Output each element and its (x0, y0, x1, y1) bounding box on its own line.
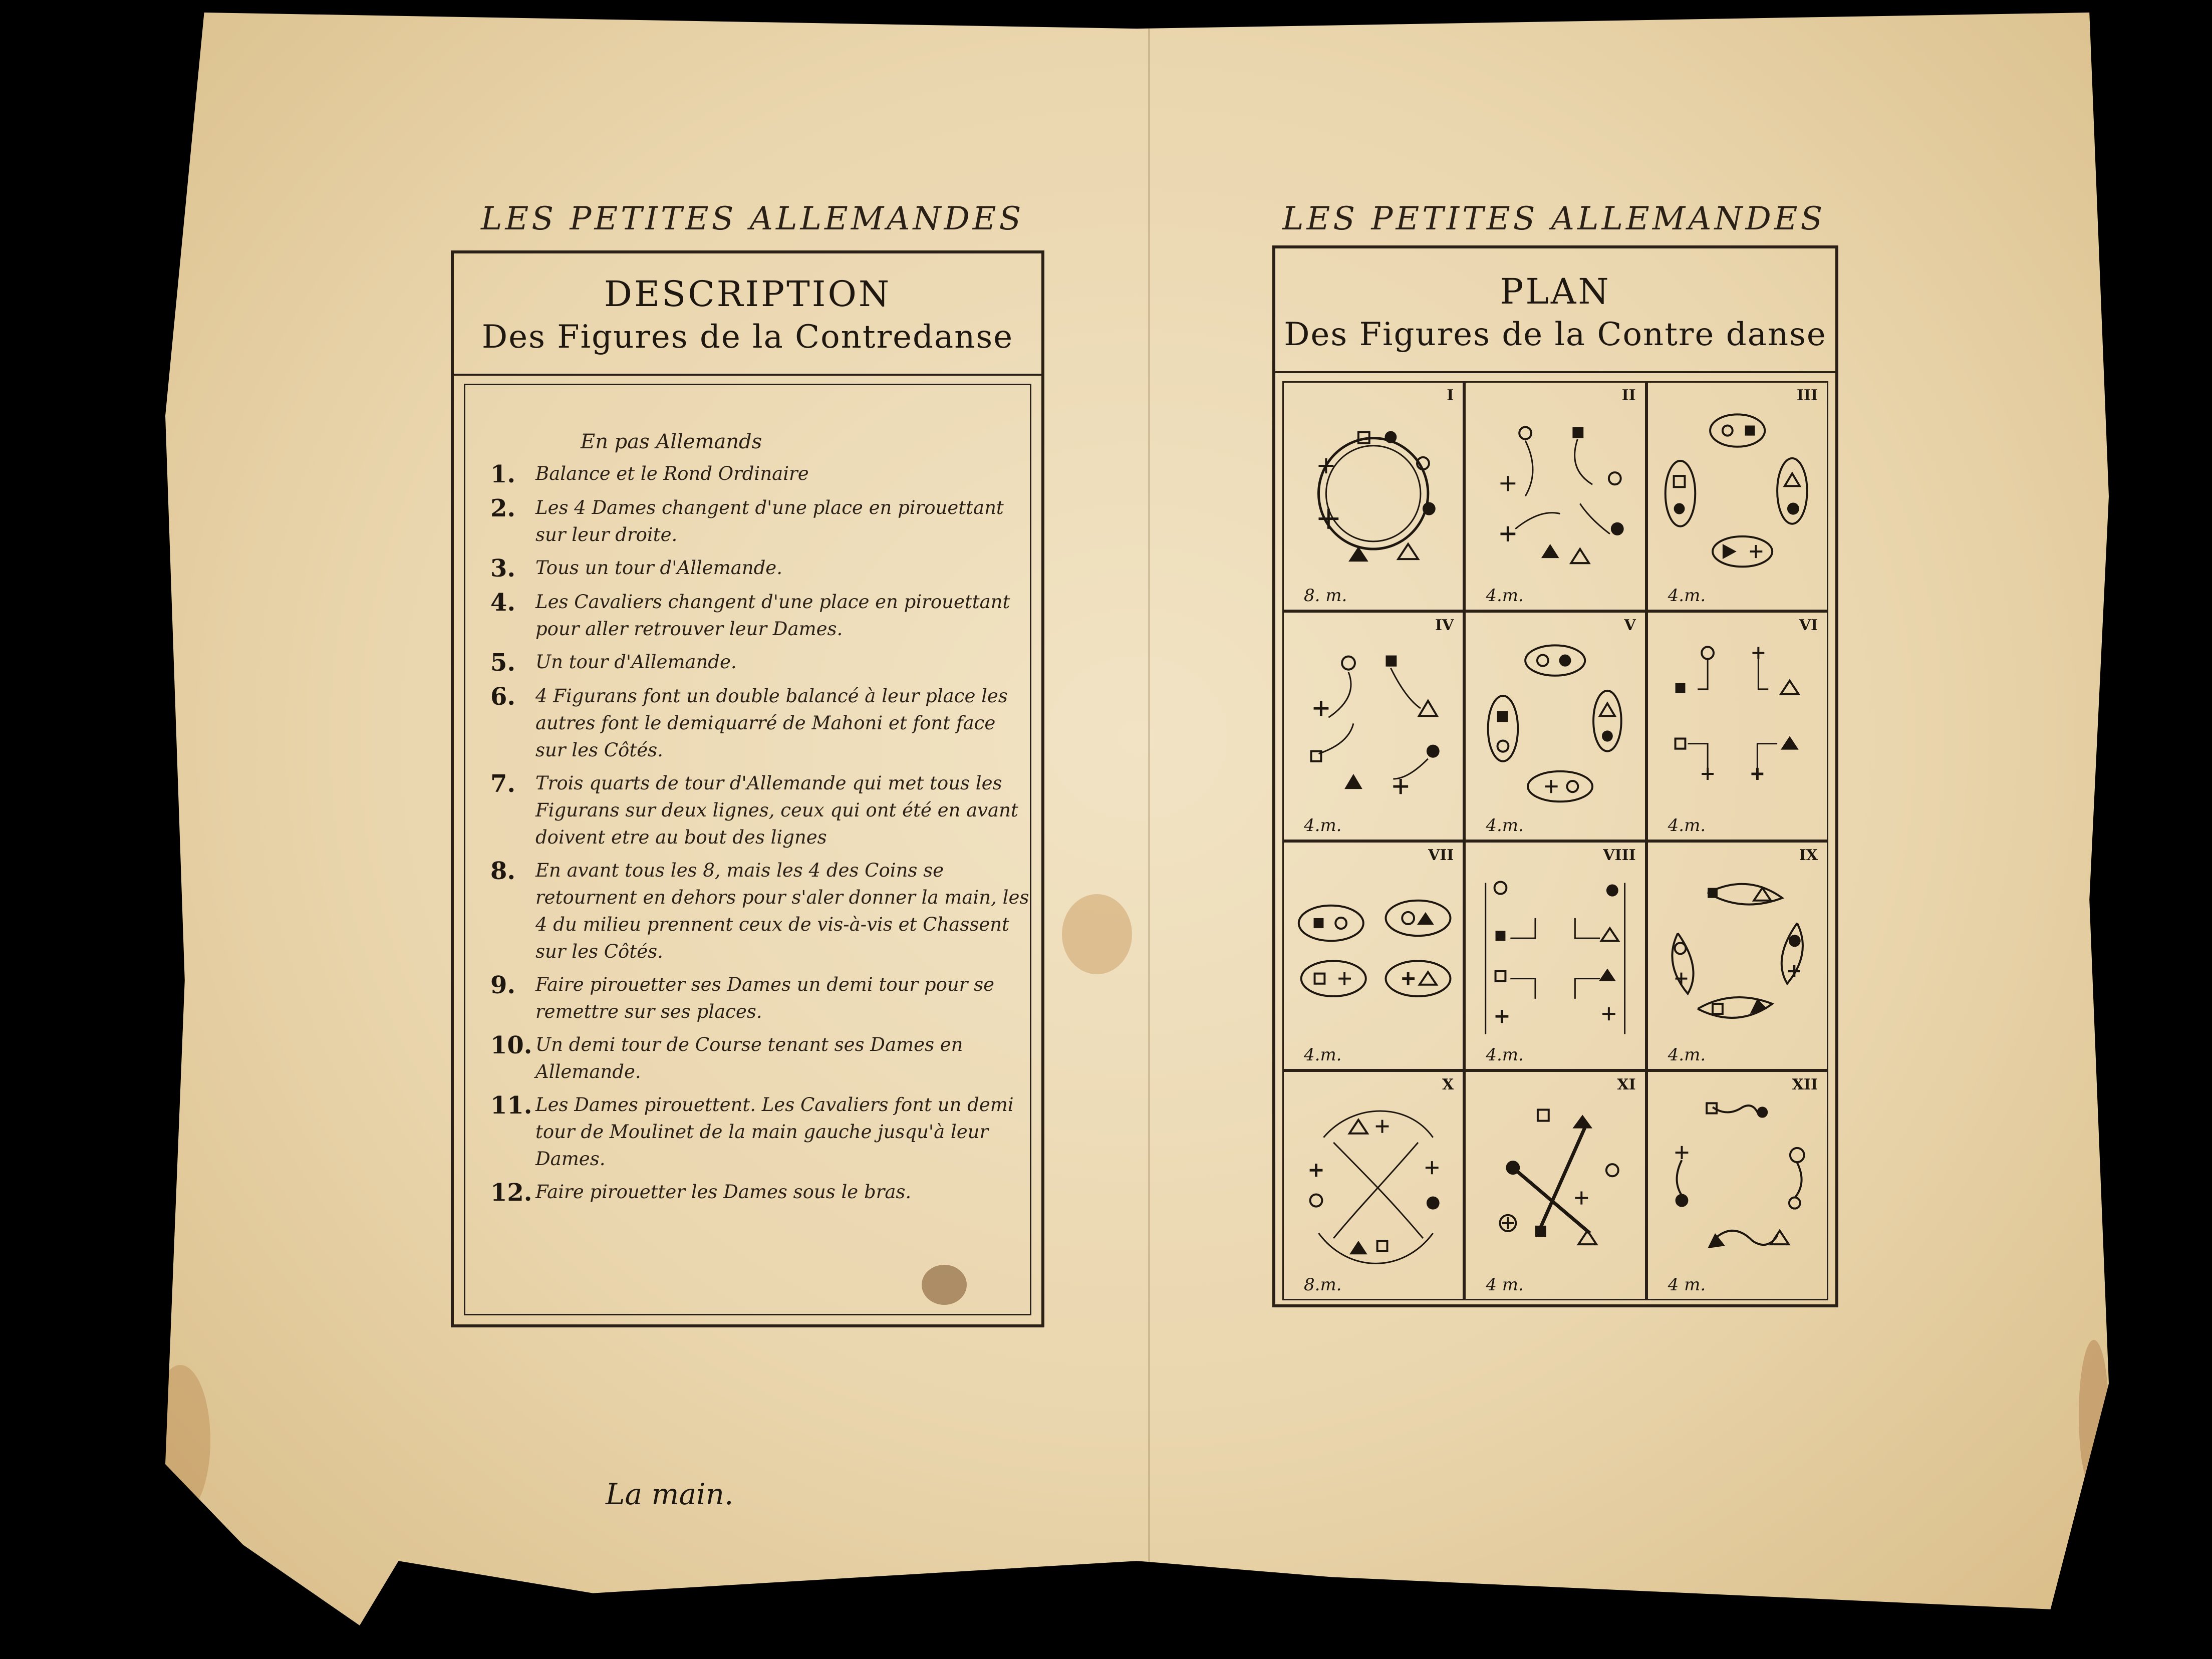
step-item (490, 1091, 1031, 1173)
step-number: 11. (490, 1091, 532, 1120)
step-item (490, 1031, 1031, 1085)
description-subtitle: Des Figures de la Contredanse (481, 319, 1014, 356)
figure-number: II (1621, 387, 1636, 404)
measure-label: 4 m. (1668, 1275, 1706, 1295)
step-item (490, 555, 1031, 583)
step-item (490, 460, 1031, 488)
figure-number: III (1796, 387, 1818, 404)
step-item (490, 683, 1031, 764)
figure-diagram (1466, 613, 1644, 840)
measure-label: 4.m. (1486, 1045, 1524, 1065)
step-text: Un demi tour de Course tenant ses Dames en Allemande. (535, 1034, 963, 1082)
figure-cell (1464, 841, 1646, 1071)
step-text: Les 4 Dames changent d'une place en pirouettant sur leur droite. (535, 497, 1004, 545)
step-text: Les Dames pirouettent. Les Cavaliers font un demi tour de Moulinet de la main gauche jusqu'à leur Dames. (535, 1094, 1014, 1170)
step-number: 10. (490, 1031, 532, 1059)
figure-number: X (1442, 1076, 1454, 1094)
step-text: Faire pirouetter ses Dames un demi tour pour se remettre sur ses places. (535, 974, 995, 1022)
measure-label: 4.m. (1668, 1045, 1706, 1065)
figure-cell (1282, 381, 1464, 611)
measure-label: 8. m. (1304, 585, 1347, 606)
stain (2079, 1340, 2109, 1490)
step-text: En avant tous les 8, mais les 4 des Coins se retournent en dehors pour s'aler donner la main, les 4 du milieu prennent ceux de vis-à-vis et Chassent sur les Côtés. (535, 860, 1029, 962)
figure-diagram (1648, 843, 1827, 1069)
step-text: Faire pirouetter les Dames sous le bras. (535, 1181, 912, 1203)
measure-label: 4 m. (1486, 1275, 1524, 1295)
step-item (490, 971, 1031, 1025)
step-text: Tous un tour d'Allemande. (535, 557, 782, 579)
figure-diagram (1648, 1072, 1827, 1299)
figure-number: V (1624, 616, 1636, 634)
step-text: Trois quarts de tour d'Allemande qui met tous les Figurans sur deux lignes, ceux qui ont été en avant doivent etre au bout des lignes (535, 772, 1018, 848)
step-number: 3. (490, 555, 516, 583)
figure-cell (1646, 1070, 1828, 1300)
step-number: 6. (490, 683, 516, 711)
step-text: 4 Figurans font un double balancé à leur place les autres font le demiquarré de Mahoni et font face sur les Côtés. (535, 685, 1008, 761)
measure-label: 4.m. (1486, 585, 1524, 606)
step-number: 12. (490, 1179, 532, 1207)
title-divider (454, 374, 1041, 376)
description-panel (451, 250, 1044, 1511)
figure-cell (1464, 611, 1646, 841)
step-number: 1. (490, 460, 516, 488)
figure-number: IX (1799, 846, 1818, 864)
figure-diagram (1466, 383, 1644, 610)
figure-number: I (1447, 387, 1454, 404)
figure-cell (1282, 841, 1464, 1071)
figure-cell (1646, 841, 1828, 1071)
measure-label: 4.m. (1486, 815, 1524, 836)
step-number: 9. (490, 971, 516, 999)
figure-cell (1282, 1070, 1464, 1300)
left-running-header: LES PETITES ALLEMANDES (481, 200, 1024, 237)
step-item (490, 494, 1031, 548)
figure-diagram (1284, 613, 1463, 840)
figure-cell (1464, 1070, 1646, 1300)
step-text: Balance et le Rond Ordinaire (535, 463, 809, 484)
figure-diagram (1648, 383, 1827, 610)
stain (150, 1365, 210, 1515)
step-number: 4. (490, 589, 516, 617)
step-number: 2. (490, 494, 516, 522)
center-fold (1148, 13, 1150, 1625)
measure-label: 4.m. (1304, 815, 1342, 836)
plan-subtitle: Des Figures de la Contre danse (1284, 316, 1827, 353)
measure-label: 8.m. (1304, 1275, 1342, 1295)
step-item (490, 1179, 1031, 1207)
figure-diagram (1284, 383, 1463, 610)
figure-diagram (1466, 843, 1644, 1069)
figure-number: VIII (1603, 846, 1636, 864)
figure-number: XI (1617, 1076, 1636, 1094)
step-number: 8. (490, 857, 516, 885)
step-item (490, 649, 1031, 677)
description-body (464, 384, 1031, 1511)
step-number: 5. (490, 649, 516, 677)
step-text: Un tour d'Allemande. (535, 651, 737, 673)
figure-number: XII (1792, 1076, 1818, 1094)
figure-number: VII (1428, 846, 1454, 864)
figure-number: VI (1799, 616, 1818, 634)
closing-text: La main. (606, 1477, 734, 1511)
figure-diagram (1466, 1072, 1644, 1299)
step-item (490, 589, 1031, 643)
stain (1062, 894, 1132, 974)
figures-grid (1275, 381, 1835, 1300)
measure-label: 4.m. (1668, 815, 1706, 836)
title-divider (1275, 371, 1835, 373)
figure-cell (1646, 611, 1828, 841)
description-title: DESCRIPTION (604, 273, 892, 315)
figure-cell (1282, 611, 1464, 841)
step-item (490, 770, 1031, 851)
steps-list (490, 460, 1031, 1213)
plan-panel (1272, 245, 1838, 1307)
figure-cell (1464, 381, 1646, 611)
figure-number: IV (1435, 616, 1454, 634)
step-text: Les Cavaliers changent d'une place en pirouettant pour aller retrouver leur Dames. (535, 591, 1010, 640)
figure-diagram (1284, 843, 1463, 1069)
figure-diagram (1648, 613, 1827, 840)
right-running-header: LES PETITES ALLEMANDES (1282, 200, 1826, 237)
measure-label: 4.m. (1304, 1045, 1342, 1065)
step-item (490, 857, 1031, 965)
plan-title: PLAN (1500, 271, 1611, 312)
figure-diagram (1284, 1072, 1463, 1299)
measure-label: 4.m. (1668, 585, 1706, 606)
figure-cell (1646, 381, 1828, 611)
intro-text: En pas Allemands (581, 430, 762, 453)
step-number: 7. (490, 770, 516, 798)
